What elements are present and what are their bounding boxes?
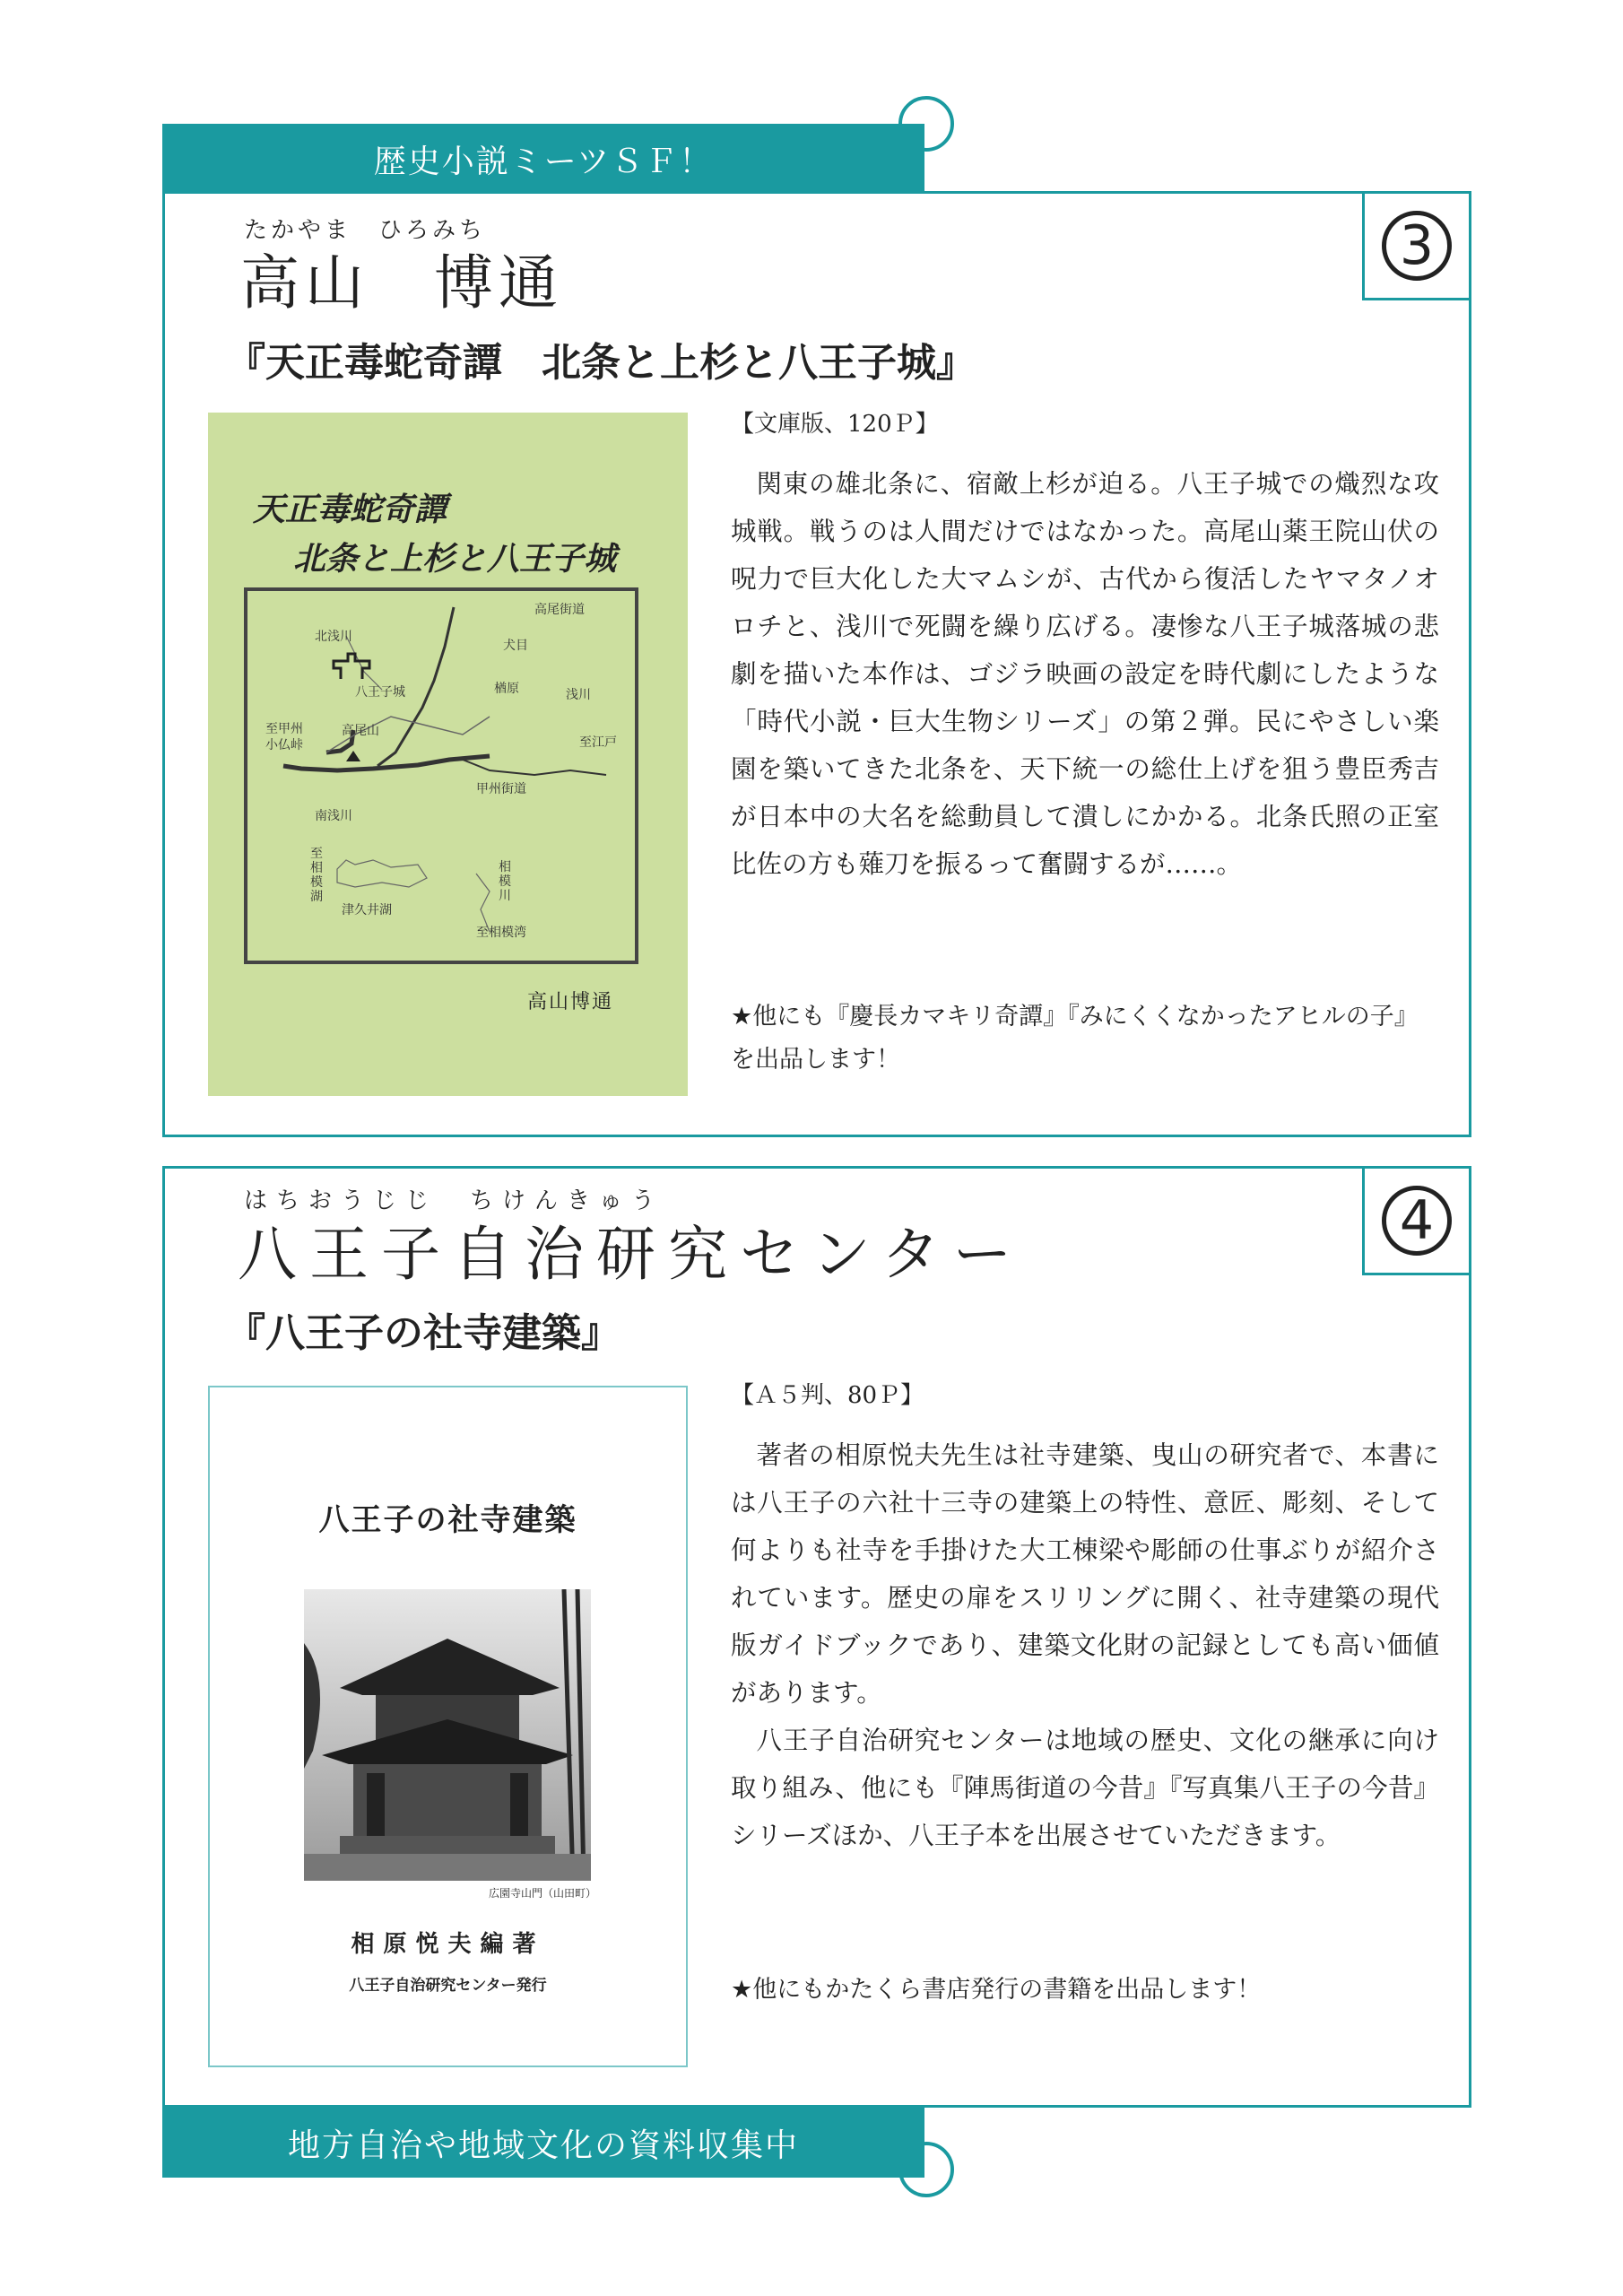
cover-author: 相原悦夫編著 bbox=[351, 1931, 545, 1958]
map-label: 至甲州 小仏峠 bbox=[265, 722, 303, 752]
book-spec: 【文庫版、120Ｐ】 bbox=[731, 411, 939, 438]
description-paragraph: 著者の相原悦夫先生は社寺建築、曳山の研究者で、本書には八王子の六社十三寺の建築上の特性、意匠、彫刻、そして何よりも社寺を手掛けた大工棟梁や彫師の仕事ぶりが紹介されています。歴史の扉をスリリングに開く、社寺建築の現代版ガイドブックであり、建築文化財の記録としても高い価値があります。 bbox=[731, 1440, 1439, 1708]
book-note: ★他にもかたくら書店発行の書籍を出品します！ bbox=[731, 1976, 1262, 2004]
map-label: 相 模 川 bbox=[499, 860, 511, 903]
description-paragraph: 関東の雄北条に、宿敵上杉が迫る。八王子城での熾烈な攻城戦。戦うのは人間だけではなかった。高尾山薬王院山伏の呪力で巨大化した大マムシが、古代から復活したヤマタノオロチと、浅川で死闘を繰り広げる。凄惨な八王子城落城の悲劇を描いた本作は、ゴジラ映画の設定を時代劇にしたような「時代小説・巨大生物シリーズ」の第２弾。民にやさしい楽園を築いてきた北条を、天下統一の総仕上げを狙う豊臣秀吉が日本中の大名を総動員して潰しにかかる。北条氏照の正室比佐の方も薙刀を振るって奮闘するが……。 bbox=[731, 469, 1439, 879]
map-drawing bbox=[247, 591, 635, 961]
header-banner: 歴史小説ミーツＳＦ！ bbox=[162, 124, 924, 194]
temple-photo bbox=[304, 1589, 591, 1881]
map-label: 津久井湖 bbox=[342, 903, 392, 918]
map-label: 至相模湾 bbox=[476, 926, 526, 940]
book-title: 『天正毒蛇奇譚 北条と上杉と八王子城』 bbox=[226, 340, 976, 386]
book-cover-image bbox=[208, 413, 688, 1096]
decorative-ring bbox=[898, 2142, 954, 2197]
author-ruby: はちおうじじ ちけんきゅう bbox=[244, 1187, 664, 1214]
entry-number: 4 bbox=[1382, 1186, 1452, 1256]
map-label: 浅川 bbox=[566, 688, 591, 702]
cover-publisher: 八王子自治研究センター発行 bbox=[349, 1977, 547, 1995]
photo-caption: 広園寺山門（山田町） bbox=[488, 1887, 596, 1900]
cover-title-line1: 天正毒蛇奇譚 bbox=[253, 491, 447, 528]
footer-banner: 地方自治や地域文化の資料収集中 bbox=[162, 2108, 924, 2178]
author-name: 八王子自治研究センター bbox=[238, 1220, 1025, 1289]
map-label: 高尾街道 bbox=[534, 603, 585, 617]
book-spec: 【Ａ５判、80Ｐ】 bbox=[731, 1382, 924, 1409]
book-description bbox=[731, 460, 1439, 888]
map-label: 八王子城 bbox=[355, 685, 405, 700]
book-title: 『八王子の社寺建築』 bbox=[226, 1310, 621, 1356]
cover-author: 高山博通 bbox=[527, 991, 614, 1013]
book-note: ★他にも『慶長カマキリ奇譚』『みにくくなかったアヒルの子』を出品します！ bbox=[731, 1003, 1419, 1074]
description-paragraph: 八王子自治研究センターは地域の歴史、文化の継承に向け取り組み、他にも『陣馬街道の今昔』『写真集八王子の今昔』シリーズほか、八王子本を出展させていただきます。 bbox=[731, 1726, 1439, 1850]
entry-number: 3 bbox=[1382, 211, 1452, 281]
map-label: 北浅川 bbox=[315, 630, 352, 644]
entry-number-tab bbox=[1362, 1166, 1471, 1275]
entry-number-tab bbox=[1362, 191, 1471, 300]
book-cover-image bbox=[208, 1386, 688, 2067]
cover-title: 八王子の社寺建築 bbox=[318, 1502, 577, 1538]
book-description bbox=[731, 1431, 1439, 1859]
author-name: 高山 博通 bbox=[240, 248, 563, 317]
map-label: 犬目 bbox=[503, 639, 528, 653]
map-label: 甲州街道 bbox=[476, 782, 526, 796]
cover-title-line2: 北条と上杉と八王子城 bbox=[293, 540, 617, 578]
map-label: 至江戸 bbox=[579, 735, 617, 750]
map-label: 楢原 bbox=[494, 682, 519, 696]
map-label: 南浅川 bbox=[315, 809, 352, 823]
map-label: 高尾山 bbox=[342, 724, 379, 738]
map-label: 至 相 模 湖 bbox=[310, 847, 323, 904]
cover-map bbox=[244, 587, 638, 964]
author-ruby: たかやま ひろみち bbox=[244, 217, 487, 244]
